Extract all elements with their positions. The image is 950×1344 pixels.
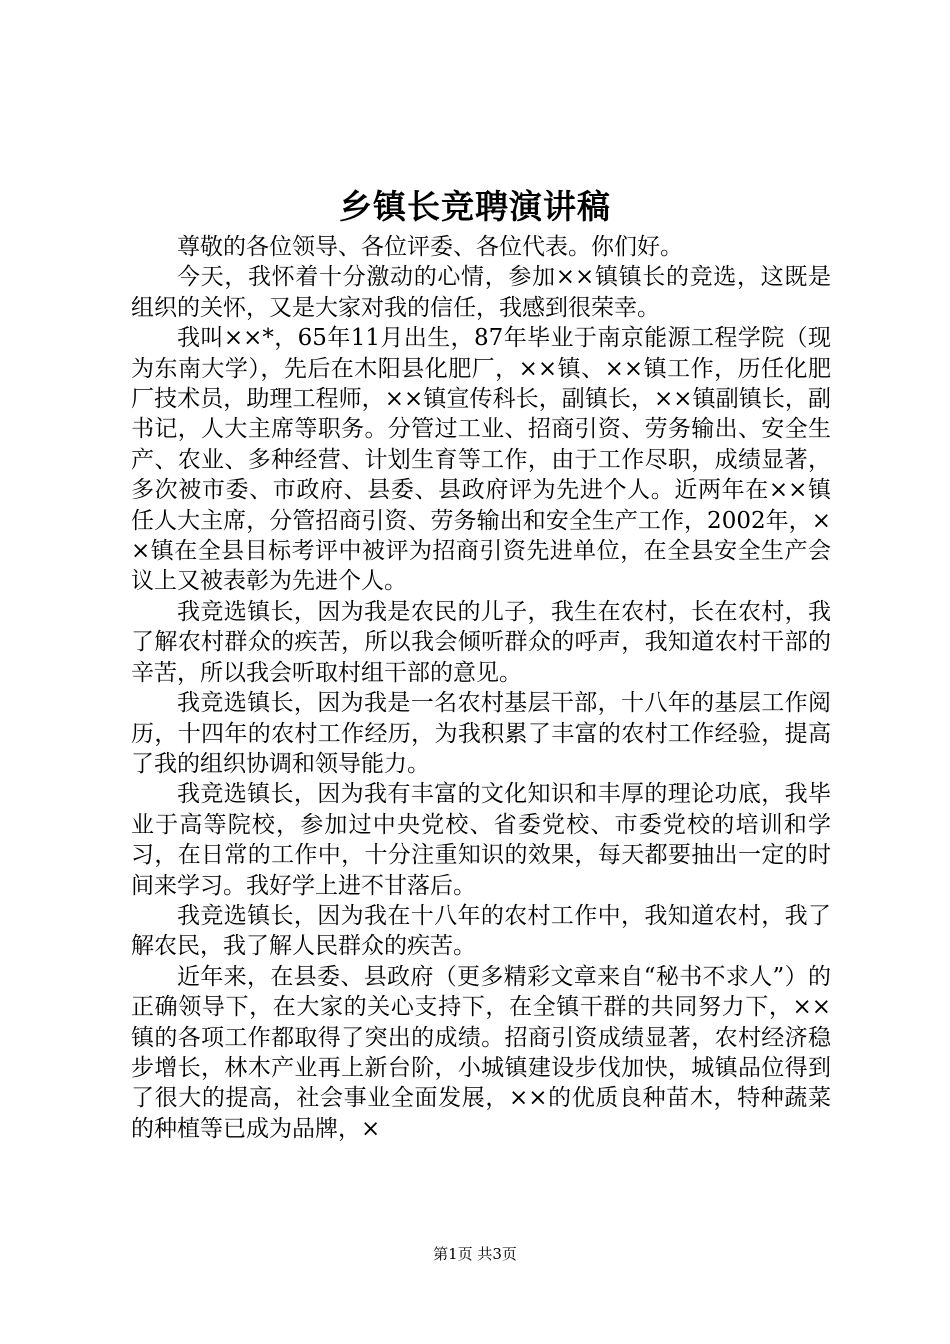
paragraph-reason-cadre: 我竞选镇长，因为我是一名农村基层干部，十八年的基层工作阅历，十四年的农村工作经历，为我积累了丰富的农村工作经验，提高了我的组织协调和领导能力。 xyxy=(131,690,831,777)
paragraph-achievements: 近年来，在县委、县政府（更多精彩文章来自“秘书不求人”）的正确领导下，在大家的关心支持下，在全镇干群的共同努力下，××镇的各项工作都取得了突出的成绩。招商引资成绩显著，农村经济稳步增长，林木产业再上新台阶，小城镇建设步伐加快，城镇品位得到了很大的提高，社会事业全面发展，××的优质良种苗木，特种蔬菜的种植等已成为品牌，× xyxy=(131,963,831,1142)
page-number-footer: 第1页 共3页 xyxy=(433,1245,517,1263)
paragraph-reason-experience: 我竞选镇长，因为我在十八年的农村工作中，我知道农村，我了解农民，我了解人民群众的疾苦。 xyxy=(131,902,831,960)
paragraph-reason-farmer: 我竞选镇长，因为我是农民的儿子，我生在农村，长在农村，我了解农村群众的疾苦，所以我会倾听群众的呼声，我知道农村干部的辛苦，所以我会听取村组干部的意见。 xyxy=(131,598,831,686)
document-title: 乡镇长竞聘演讲稿 xyxy=(339,187,611,226)
paragraph-reason-knowledge: 我竞选镇长，因为我有丰富的文化知识和丰厚的理论功底，我毕业于高等院校，参加过中央党校、省委党校、市委党校的培训和学习，在日常的工作中，十分注重知识的效果，每天都要抽出一定的时间来学习。我好学上进不甘落后。 xyxy=(131,781,831,899)
paragraph-intro: 今天，我怀着十分激动的心情，参加××镇镇长的竞选，这既是组织的关怀，又是大家对我的信任，我感到很荣幸。 xyxy=(131,264,831,321)
paragraph-biography: 我叫××*，65年11月出生，87年毕业于南京能源工程学院（现为东南大学），先后在木阳县化肥厂，××镇、××镇工作，历任化肥厂技术员，助理工程师，××镇宣传科长，副镇长，××镇副镇长，副书记，人大主席等职务。分管过工业、招商引资、劳务输出、安全生产、农业、多种经营、计划生育等工作，由于工作尽职，成绩显著，多次被市委、市政府、县委、县政府评为先进个人。近两年在××镇任人大主席，分管招商引资、劳务输出和安全生产工作，2002年，××镇在全县目标考评中被评为招商引资先进单位，在全县安全生产会议上又被表彰为先进个人。 xyxy=(131,325,831,595)
paragraph-greeting: 尊敬的各位领导、各位评委、各位代表。你们好。 xyxy=(177,234,683,260)
document-body xyxy=(131,232,831,1144)
